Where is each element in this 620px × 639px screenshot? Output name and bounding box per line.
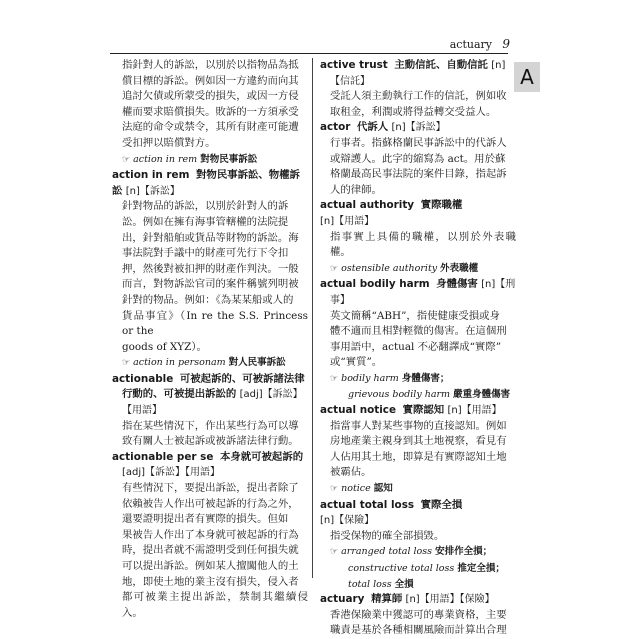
cross-reference[interactable]: total loss 全損	[348, 578, 414, 590]
entry-action-in-rem: action in rem 對物民事訴訟、物權訴 訟 [n]【訴訟】 針對物品的訴訟，以別於針對人的訴 訟。例如在擁有海事管轄權的法院提 出，針對船舶或貨品等財物的訴訟。海 事法院對手議中的財產可先行下令扣 押，然後對被扣押的財產作判決。一般 而言，對物訴訟官司的案件稱號列明被 針對的物品。例如：《為某某船或人的 貨品事宜》（In re the S.S. Princess or the goods of XYZ）。 ☞ action in personam 對人民事訴訟	[112, 168, 308, 372]
entry-actionable: actionable 可被起訴的、可被訴諸法律 行動的、可被提出訴訟的 [adj]【訴訟】 【用語】 指在某些情況下，作出某些行為可以導 致有關人士被起訴或被訴諸法律行動。	[112, 372, 308, 450]
entry-definition: 指當事人對某些事物的直接認知。例如 房地產業主親身到其土地視察，看見有 人佔用其土地，即算是有實際認知土地 被霸佔。	[330, 419, 507, 479]
entry-headword-line: actual bodily harm 身體傷害 [n]【刑	[320, 278, 516, 291]
entry-definition: 指在某些情況下，作出某些行為可以導 致有關人士被起訴或被訴諸法律行動。	[122, 419, 299, 448]
part-of-speech: [n]【用語】【保險】	[405, 594, 495, 606]
entry-actionable-per-se	[112, 450, 308, 622]
thumb-index-letter: A	[520, 65, 534, 89]
cross-reference[interactable]: constructive total loss 推定全損；	[348, 563, 505, 574]
headword: actionable per se	[112, 450, 214, 463]
entry-headword-line: actionable 可被起訴的、可被訴諸法律	[112, 372, 305, 385]
entry-headword-line: actuary 精算師 [n]【用語】【保險】	[320, 593, 495, 606]
headword: actual authority	[320, 199, 415, 212]
headword: actual bodily harm	[320, 278, 430, 291]
entry-definition: 指針對人的訴訟，以別於以指物品為抵 償目標的訴訟。例如因一方違約而向其 追討欠債或所蒙受的損失，或因一方侵 權而要求賠償損失。敗訴的一方須承受 法庭的命令或禁令，其所有財產可能遭 受扣押以賠償對方。	[122, 59, 299, 149]
part-of-speech: [adj]【訴訟】【用語】	[122, 467, 221, 479]
headword: actuary	[320, 593, 365, 606]
entry-headword-line: actor 代訴人 [n]【訴訟】	[320, 121, 446, 134]
see-also-icon: ☞	[122, 358, 131, 369]
right-column	[320, 58, 516, 639]
cross-reference[interactable]: grievous bodily harm 嚴重身體傷害	[348, 389, 511, 401]
cross-reference[interactable]: ☞ arranged total loss 安排作全損；	[330, 546, 493, 558]
left-column	[112, 58, 308, 621]
part-of-speech: [n]【用語】	[447, 405, 502, 417]
cross-reference[interactable]: ☞ action in personam 對人民事訴訟	[122, 357, 286, 369]
entry-actuary	[320, 592, 516, 639]
entry-headword-line: actionable per se 本身就可被起訴的	[112, 450, 304, 463]
header-rule	[110, 53, 508, 54]
headword: action in rem	[112, 169, 190, 182]
entry-headword-line: actual notice 實際認知 [n]【用語】	[320, 404, 502, 417]
part-of-speech: [n]【用語】	[320, 215, 375, 227]
entry-actual-total-loss	[320, 498, 516, 593]
entry-definition: 針對物品的訴訟，以別於針對人的訴 訟。例如在擁有海事管轄權的法院提 出，針對船舶或貨品等財物的訴訟。海 事法院對手議中的財產可先行下令扣 押，然後對被扣押的財產作判決。一般 而言，對物訴訟官司的案件稱號列明被 針對的物品。例如：《為某某船或人的 貨品事宜》（In re the S.S. Princess or the goods of XYZ）。	[122, 200, 308, 353]
entry-definition: 受託人須主動執行工作的信託，例如收 取租金，利潤或將得益轉交受益人。	[330, 90, 507, 118]
cross-reference[interactable]: ☞ action in rem 對物民事訴訟	[122, 153, 258, 165]
page-number: 9	[502, 37, 510, 51]
entry-headword-line: action in rem 對物民事訴訟、物權訴	[112, 169, 300, 182]
page-header	[110, 38, 510, 54]
headword: actual notice	[320, 404, 396, 417]
headword: actual total loss	[320, 498, 415, 511]
entry-definition: 指受保物的確全部損毀。	[330, 529, 445, 542]
headword: actor	[320, 121, 351, 134]
part-of-speech: [n]【訴訟】	[391, 122, 446, 134]
cross-reference[interactable]: ☞ bodily harm 身體傷害；	[330, 372, 450, 384]
entry-headword-line: actual total loss 實際全損 [n]【保險】	[320, 498, 463, 527]
see-also-icon: ☞	[330, 373, 339, 384]
part-of-speech: [n]【刑	[481, 279, 516, 291]
headword: active trust	[320, 59, 388, 71]
entry-definition: 英文簡稱“ABH”，指使健康受損或身 體不適而且相對輕微的傷害。在這個刑 事用語中，actual 不必翻譯成“實際” 或“實質”。	[330, 309, 507, 369]
entry-actual-bodily-harm: actual bodily harm 身體傷害 [n]【刑 事】 英文簡稱“ABH”，指使健康受損或身 體不適而且相對輕微的傷害。在這個刑 事用語中，actual 不必翻譯成“實際” 或“實質”。 ☞ bodily harm 身體傷害； grievous bodily harm 嚴重身體傷害	[320, 277, 516, 403]
headword: actionable	[112, 372, 174, 385]
entry-continued	[112, 58, 308, 168]
running-head: actuary	[449, 38, 492, 51]
part-of-speech: [n]【訴訟】	[125, 185, 180, 197]
entry-actor	[320, 120, 516, 198]
see-also-icon: ☞	[330, 263, 339, 274]
column-divider	[312, 58, 313, 578]
entry-active-trust: active trust 主動信託、自動信託 [n] 【信託】 受託人須主動執行工作的信託，例如收 取租金，利潤或將得益轉交受益人。	[320, 58, 516, 120]
entry-headword-line: active trust 主動信託、自動信託 [n]	[320, 59, 506, 71]
see-also-icon: ☞	[330, 484, 339, 495]
see-also-icon: ☞	[122, 154, 131, 165]
cross-reference[interactable]: ☞ ostensible authority 外表職權	[330, 262, 479, 274]
entry-definition: 香港保險業中獲認可的專業資格，主要 職責是基於各種相關風險而計算出合理	[330, 608, 507, 637]
entry-definition: 指事實上具備的職權，以別於外表職權。	[330, 230, 516, 259]
see-also-icon: ☞	[330, 547, 339, 558]
entry-actual-notice	[320, 403, 516, 498]
entry-definition: 行事者。指蘇格蘭民事訴訟中的代訴人 或辯護人。此字的縮寫為 act。用於蘇 格蘭最高民事法院的案件目錄，指起訴 人的律師。	[330, 136, 507, 196]
cross-reference[interactable]: ☞ notice 認知	[330, 483, 393, 495]
part-of-speech: [adj]【訴訟】	[239, 389, 303, 401]
entry-definition: 有些情況下，要提出訴訟，提出者除了 依賴被告人作出可被起訴的行為之外， 還要證明提出者有實際的損失。但如 果被告人作出了本身就可被起訴的行為 時，提出者就不需證明受到任何損失就 可以提出訴訟。例如某人擅闖他人的土 地，即使土地的業主沒有損失，侵入者 都可被業主提出訴訟，禁制其繼續侵入。	[122, 482, 308, 619]
part-of-speech: [n]	[491, 60, 506, 71]
entry-headword-line: actual authority 實際職權 [n]【用語】	[320, 199, 463, 227]
part-of-speech: [n]【保險】	[320, 515, 375, 527]
thumb-index-tab[interactable]	[514, 62, 540, 92]
entry-actual-authority	[320, 198, 516, 277]
